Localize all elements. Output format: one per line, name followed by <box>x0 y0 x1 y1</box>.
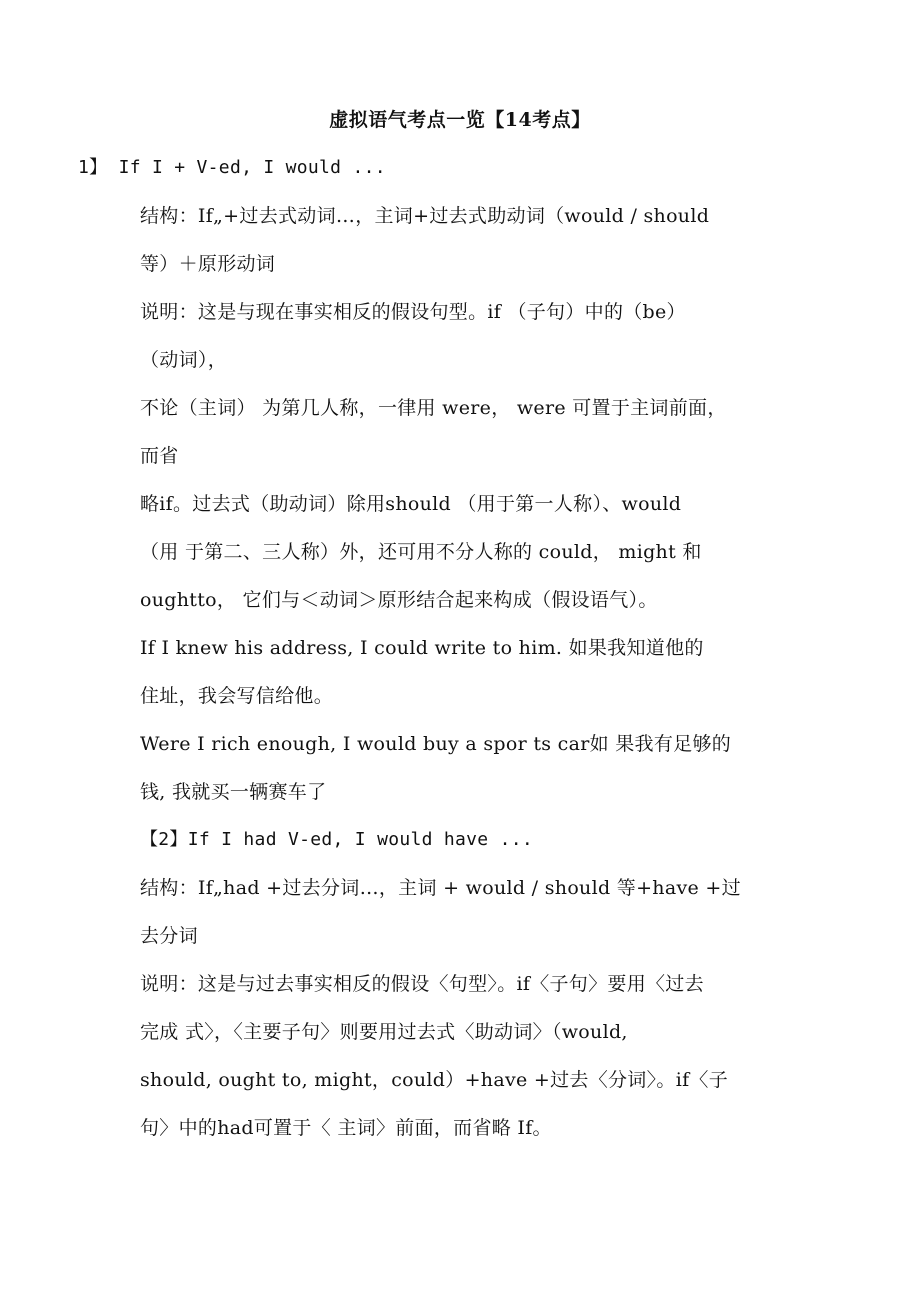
point-1-example-2-line-1: Were I rich enough, I would buy a spor ts car如 果我有足够的 <box>140 733 732 755</box>
point-1-explanation-line-2: （动词）， <box>140 349 228 371</box>
document-title: 虚拟语气考点一览【14考点】 <box>329 109 591 131</box>
point-1-explanation-line-7: oughtto， 它们与＜动词＞原形结合起来构成（假设语气）。 <box>140 589 658 611</box>
point-1-structure-line-2: 等）＋原形动词 <box>140 253 276 275</box>
point-2-heading: 【2】If I had V-ed, I would have ... <box>140 829 533 850</box>
point-1-explanation-line-4: 而省 <box>140 445 179 467</box>
point-2-structure-line-2: 去分词 <box>140 925 198 947</box>
point-1-explanation-line-1: 说明：这是与现在事实相反的假设句型。if （子句）中的（be） <box>140 301 686 323</box>
point-1-example-1-line-2: 住址，我会写信给他。 <box>140 685 334 707</box>
point-1-explanation-line-3: 不论（主词） 为第几人称，一律用 were， were 可置于主词前面， <box>140 397 727 419</box>
point-2-structure-line-1: 结构：If„had +过去分词…，主词 + would / should 等+have +过 <box>140 877 741 899</box>
point-1-structure-line-1: 结构：If„+过去式动词…，主词+过去式助动词（would / should <box>140 205 710 227</box>
point-1-example-2-line-2: 钱, 我就买一辆赛车了 <box>140 781 327 803</box>
point-1-heading: 1】 If I + V-ed, I would ... <box>78 157 386 178</box>
point-1-explanation-line-5: 略if。过去式（助动词）除用should （用于第一人称）、would <box>140 493 682 515</box>
point-2-explanation-line-4: 句〉中的had可置于〈 主词〉前面，而省略 If。 <box>140 1117 552 1139</box>
point-2-explanation-line-2: 完成 式〉，〈主要子句〉则要用过去式〈助动词〉（would, <box>140 1021 628 1043</box>
point-2-explanation-line-1: 说明：这是与过去事实相反的假设〈句型〉。if〈子句〉要用〈过去 <box>140 973 704 995</box>
point-2-explanation-line-3: should, ought to, might，could）+have +过去〈分词〉。if〈子 <box>140 1069 728 1091</box>
point-1-explanation-line-6: （用 于第二、三人称）外，还可用不分人称的 could， might 和 <box>140 541 702 563</box>
point-1-example-1-line-1: If I knew his address, I could write to him. 如果我知道他的 <box>140 637 704 659</box>
